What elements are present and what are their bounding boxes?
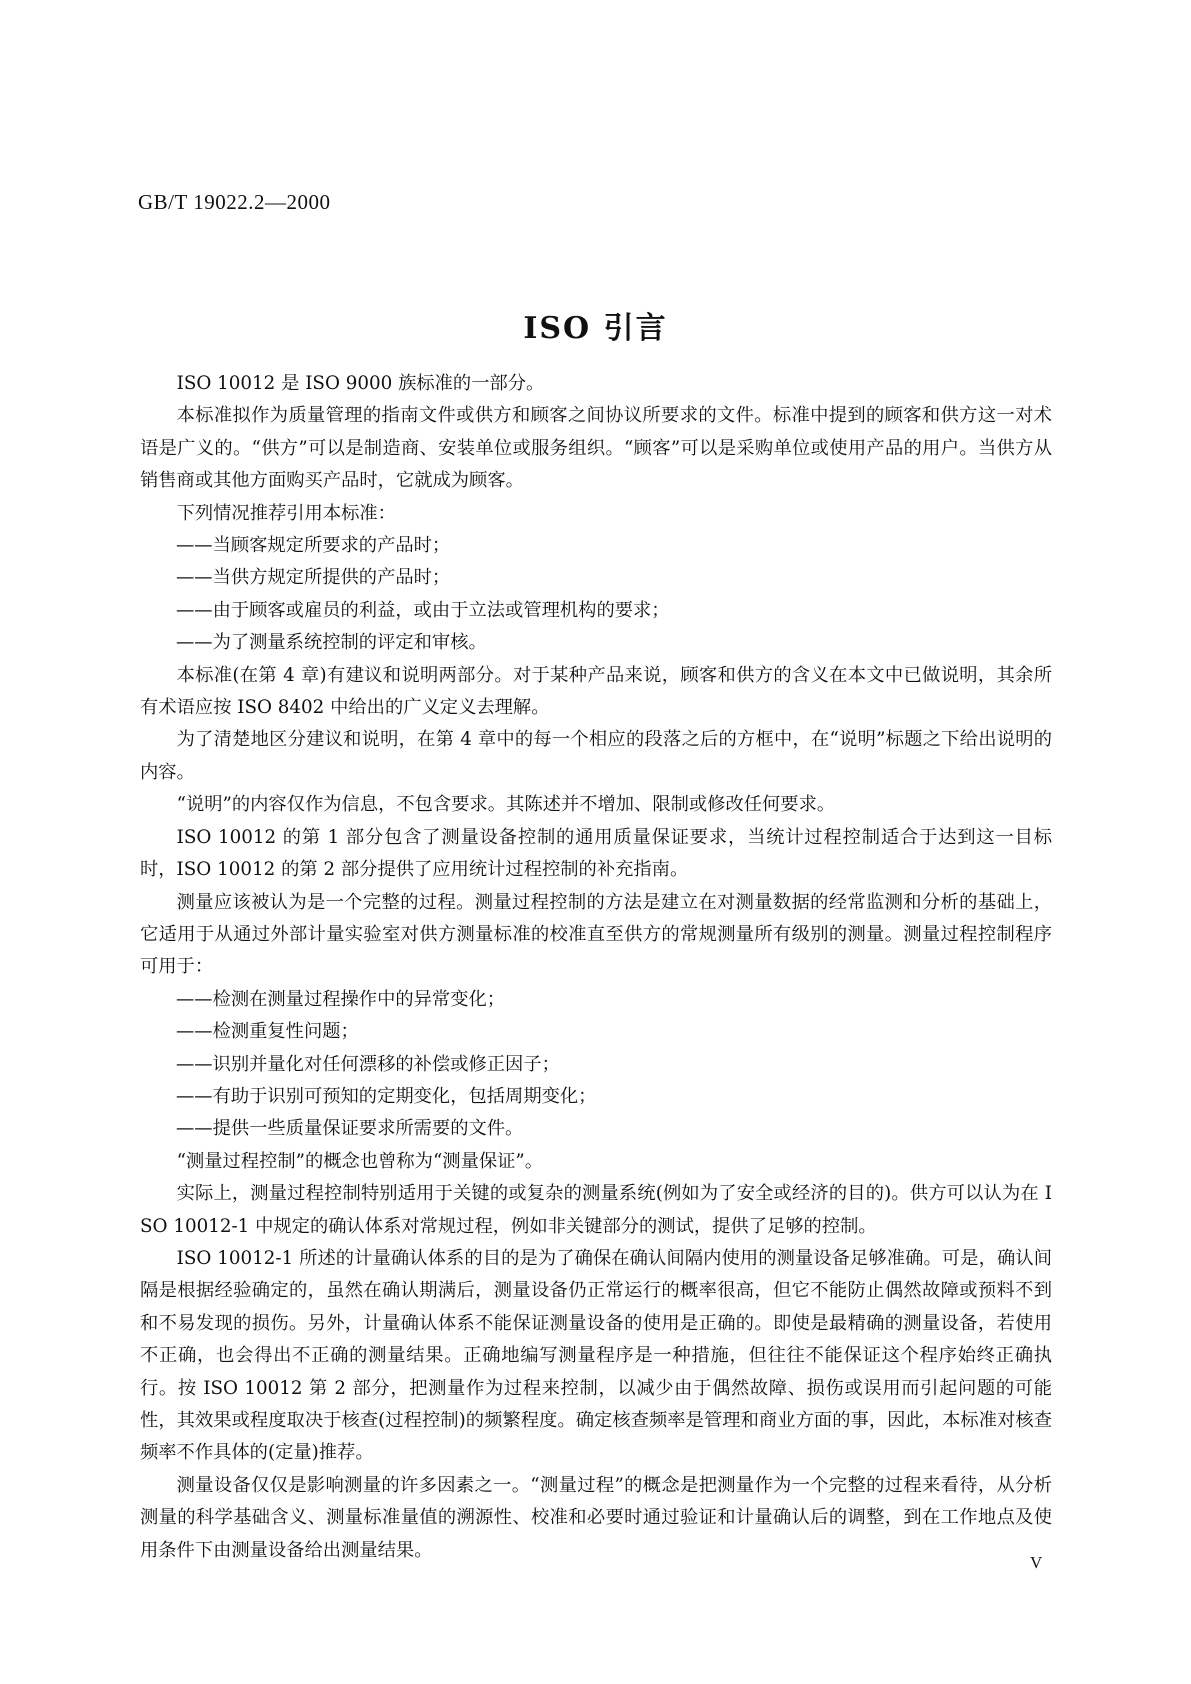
paragraph: 测量设备仅仅是影响测量的许多因素之一。“测量过程”的概念是把测量作为一个完整的过程来看待，从分析测量的科学基础含义、测量标准量值的溯源性、校准和必要时通过验证和计量确认后的调整，到在工作地点及使用条件下由测量设备给出测量结果。 — [140, 1474, 1052, 1561]
list-item: ——检测重复性问题； — [176, 1021, 359, 1043]
list-item: ——由于顾客或雇员的利益，或由于立法或管理机构的要求； — [176, 599, 670, 621]
paragraph: ISO 10012 的第 1 部分包含了测量设备控制的通用质量保证要求，当统计过程控制适合于达到这一目标时，ISO 10012 的第 2 部分提供了应用统计过程控制的补充指南。 — [140, 826, 1052, 881]
paragraph: 实际上，测量过程控制特别适用于关键的或复杂的测量系统(例如为了安全或经济的目的)。供方可以认为在 ISO 10012-1 中规定的确认体系对常规过程，例如非关键部分的测试，提供了足够的控制。 — [140, 1183, 1052, 1237]
document-code: GB/T 19022.2—2000 — [138, 190, 331, 214]
paragraph: 本标准拟作为质量管理的指南文件或供方和顾客之间协议所要求的文件。标准中提到的顾客和供方这一对术语是广义的。“供方”可以是制造商、安装单位或服务组织。“顾客”可以是采购单位或使用产品的用户。当供方从销售商或其他方面购买产品时，它就成为顾客。 — [140, 405, 1052, 492]
paragraph: “测量过程控制”的概念也曾称为“测量保证”。 — [176, 1150, 544, 1172]
paragraph: 测量应该被认为是一个完整的过程。测量过程控制的方法是建立在对测量数据的经常监测和分析的基础上，它适用于从通过外部计量实验室对供方测量标准的校准直至供方的常规测量所有级别的测量。测量过程控制程序可用于： — [140, 891, 1052, 978]
list-item: ——当顾客规定所要求的产品时； — [176, 535, 451, 557]
paragraph: 为了清楚地区分建议和说明，在第 4 章中的每一个相应的段落之后的方框中，在“说明”标题之下给出说明的内容。 — [140, 729, 1052, 783]
list-item: ——检测在测量过程操作中的异常变化； — [176, 988, 506, 1010]
paragraph: ISO 10012 是 ISO 9000 族标准的一部分。 — [176, 373, 545, 394]
list-item: ——为了测量系统控制的评定和审核。 — [176, 632, 487, 654]
list-item: ——提供一些质量保证要求所需要的文件。 — [176, 1118, 524, 1140]
page-number: V — [1030, 1553, 1043, 1572]
list-item: ——当供方规定所提供的产品时； — [176, 567, 451, 589]
paragraph: ISO 10012-1 所述的计量确认体系的目的是为了确保在确认间隔内使用的测量设备足够准确。可是，确认间隔是根据经验确定的，虽然在确认期满后，测量设备仍正常运行的概率很高，但它不能防止偶然故障或预料不到和不易发现的损伤。另外，计量确认体系不能保证测量设备的使用是正确的。即使是最精确的测量设备，若使用不正确，也会得出不正确的测量结果。正确地编写测量程序是一种措施，但往往不能保证这个程序始终正确执行。按 ISO 10012 第 2 部分，把测量作为过程来控制，以减少由于偶然故障、损伤或误用而引起问题的可能性，其效果或程度取决于核查(过程控制)的频繁程度。确定核查频率是管理和商业方面的事，因此，本标准对核查频率不作具体的(定量)推荐。 — [140, 1247, 1052, 1464]
paragraph: 本标准(在第 4 章)有建议和说明两部分。对于某种产品来说，顾客和供方的含义在本文中已做说明，其余所有术语应按 ISO 8402 中给出的广义定义去理解。 — [140, 664, 1052, 719]
body-text — [140, 368, 1052, 1567]
page-title: ISO 引言 — [523, 311, 668, 346]
list-item: ——识别并量化对任何漂移的补偿或修正因子； — [176, 1053, 560, 1075]
paragraph: 下列情况推荐引用本标准： — [176, 502, 396, 524]
paragraph: “说明”的内容仅作为信息，不包含要求。其陈述并不增加、限制或修改任何要求。 — [176, 794, 836, 816]
list-item: ——有助于识别可预知的定期变化，包括周期变化； — [176, 1085, 597, 1107]
